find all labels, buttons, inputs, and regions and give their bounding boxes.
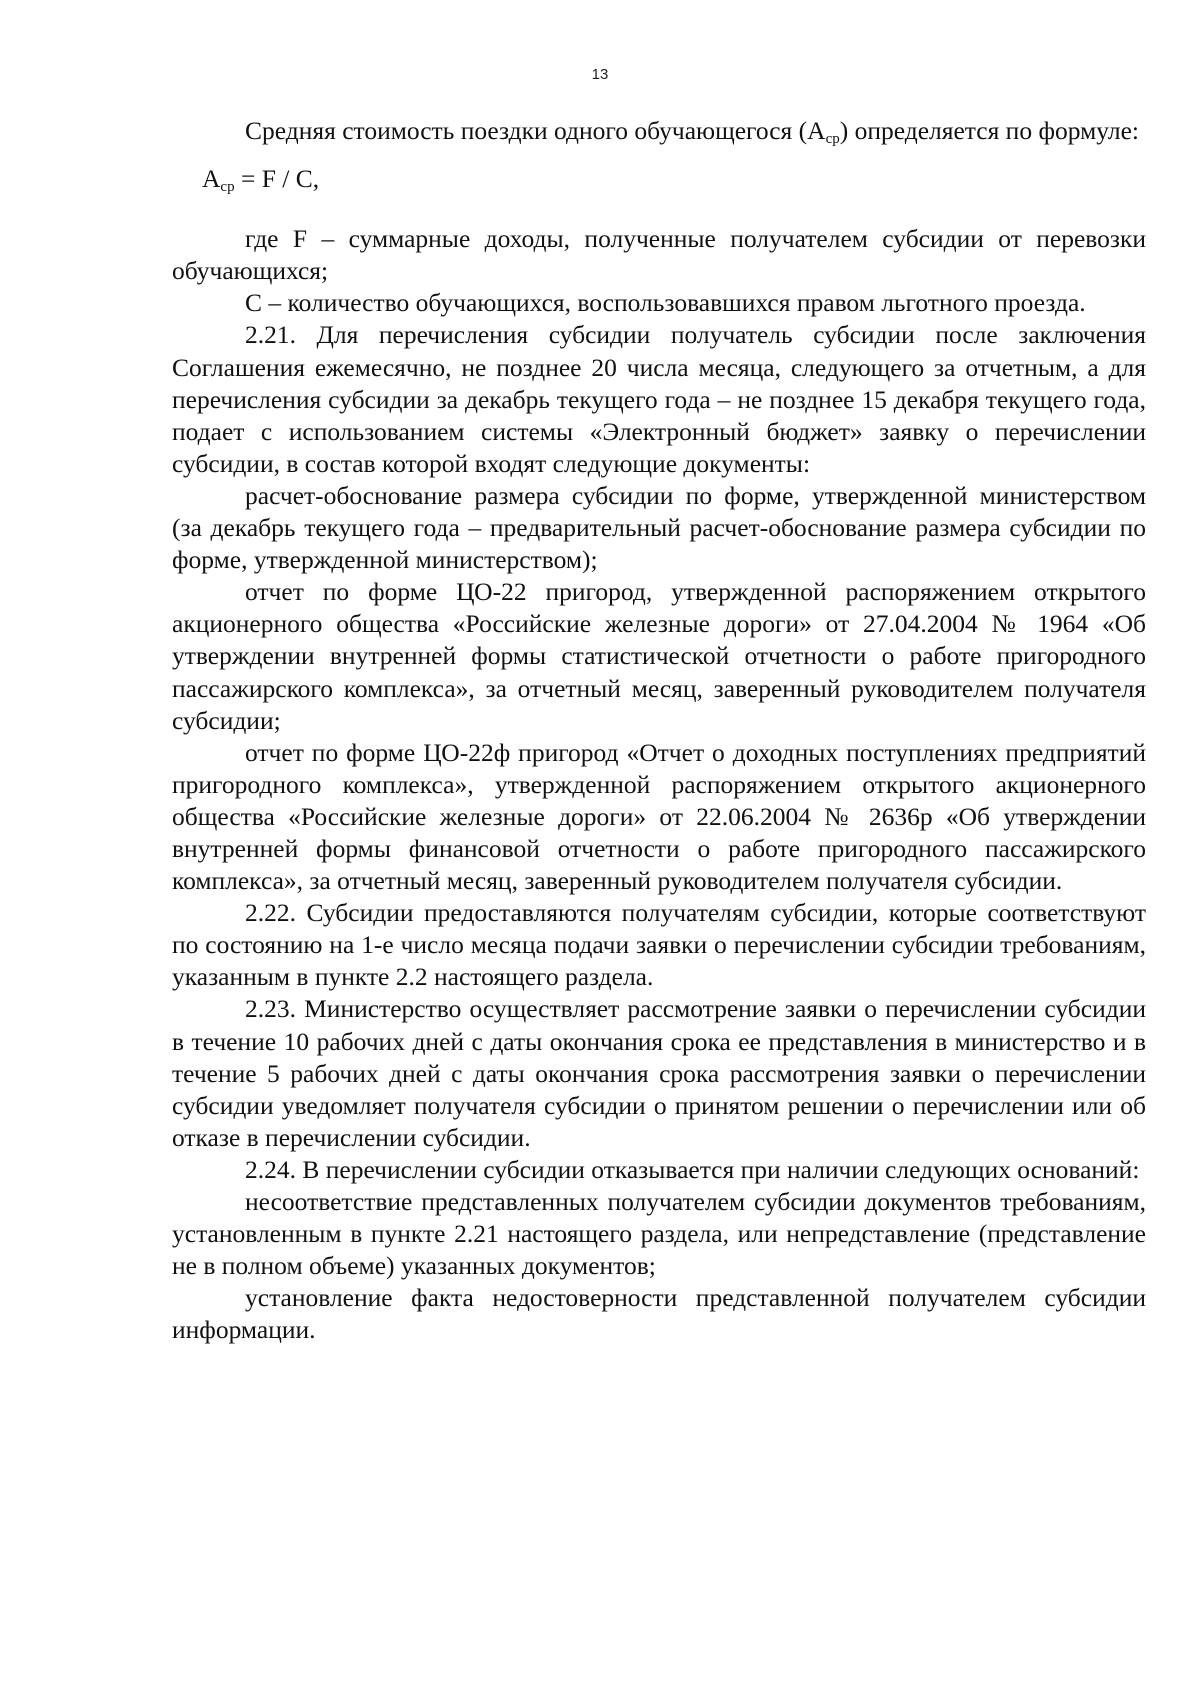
formula-subscript: ср: [220, 179, 235, 196]
formula-rhs: = F / C,: [234, 164, 320, 194]
paragraph-f-definition: где F – суммарные доходы, полученные получателем субсидии от перевозки обучающихся;: [172, 224, 1146, 286]
paragraph-refusal-reason-2: установление факта недостоверности представленной получателем субсидии информации.: [172, 1283, 1146, 1345]
paragraph-c-definition: C – количество обучающихся, воспользовавшихся правом льготного проезда.: [245, 288, 1086, 318]
paragraph-intro: [172, 115, 1146, 147]
paragraph-2-23: 2.23. Министерство осуществляет рассмотрение заявки о перечислении субсидии в течение 10 рабочих дней с даты окончания срока ее представления в министерство и в течение 5 рабочих дней с даты окончания срока рассмотрения заявки о перечислении субсидии уведомляет получателя субсидии о принятом решении о перечислении или об отказе в перечислении субсидии.: [172, 994, 1146, 1152]
formula: [172, 163, 1146, 195]
page-number: 13: [591, 66, 609, 83]
formula-lhs: A: [202, 164, 221, 194]
document-body: [172, 115, 1146, 1346]
paragraph-report-co22-item: отчет по форме ЦО-22 пригород, утвержденной распоряжением открытого акционерного общества «Российские железные дороги» от 27.04.2004 № 1964 «Об утверждении внутренней формы статистической отчетности о работе пригородного пассажирского комплекса», за отчетный месяц, заверенный руководителем получателя субсидии;: [172, 577, 1146, 735]
intro-text-after: ) определяется по формуле:: [839, 116, 1139, 145]
intro-text-before: Средняя стоимость поездки одного обучающегося (A: [245, 116, 826, 145]
paragraph-report-co22f-item: отчет по форме ЦО-22ф пригород «Отчет о доходных поступлениях предприятий пригородного комплекса», утвержденной распоряжением открытого акционерного общества «Российские железные дороги» от 22.06.2004 № 2636р «Об утверждении внутренней формы финансовой отчетности о работе пригородного пассажирского комплекса», за отчетный месяц, заверенный руководителем получателя субсидии.: [172, 737, 1146, 896]
paragraph-calculation-item: расчет-обоснование размера субсидии по форме, утвержденной министерством (за декабрь текущего года – предварительный расчет-обоснование размера субсидии по форме, утвержденной министерством);: [172, 480, 1146, 575]
paragraph-2-21: 2.21. Для перечисления субсидии получатель субсидии после заключения Соглашения ежемесячно, не позднее 20 числа месяца, следующего за отчетным, а для перечисления субсидии за декабрь текущего года – не позднее 15 декабря текущего года, подает с использованием системы «Электронный бюджет» заявку о перечислении субсидии, в состав которой входят следующие документы:: [172, 320, 1146, 478]
paragraph-refusal-reason-1: несоответствие представленных получателем субсидии документов требованиям, установленным в пункте 2.21 настоящего раздела, или непредставление (представление не в полном объеме) указанных документов;: [172, 1187, 1146, 1281]
intro-subscript: ср: [825, 131, 840, 147]
paragraph-2-22: 2.22. Субсидии предоставляются получателям субсидии, которые соответствуют по состоянию на 1-е число месяца подачи заявки о перечислении субсидии требованиям, указанным в пункте 2.2 настоящего раздела.: [172, 898, 1146, 992]
paragraph-2-24: 2.24. В перечислении субсидии отказывается при наличии следующих оснований:: [245, 1154, 1140, 1184]
